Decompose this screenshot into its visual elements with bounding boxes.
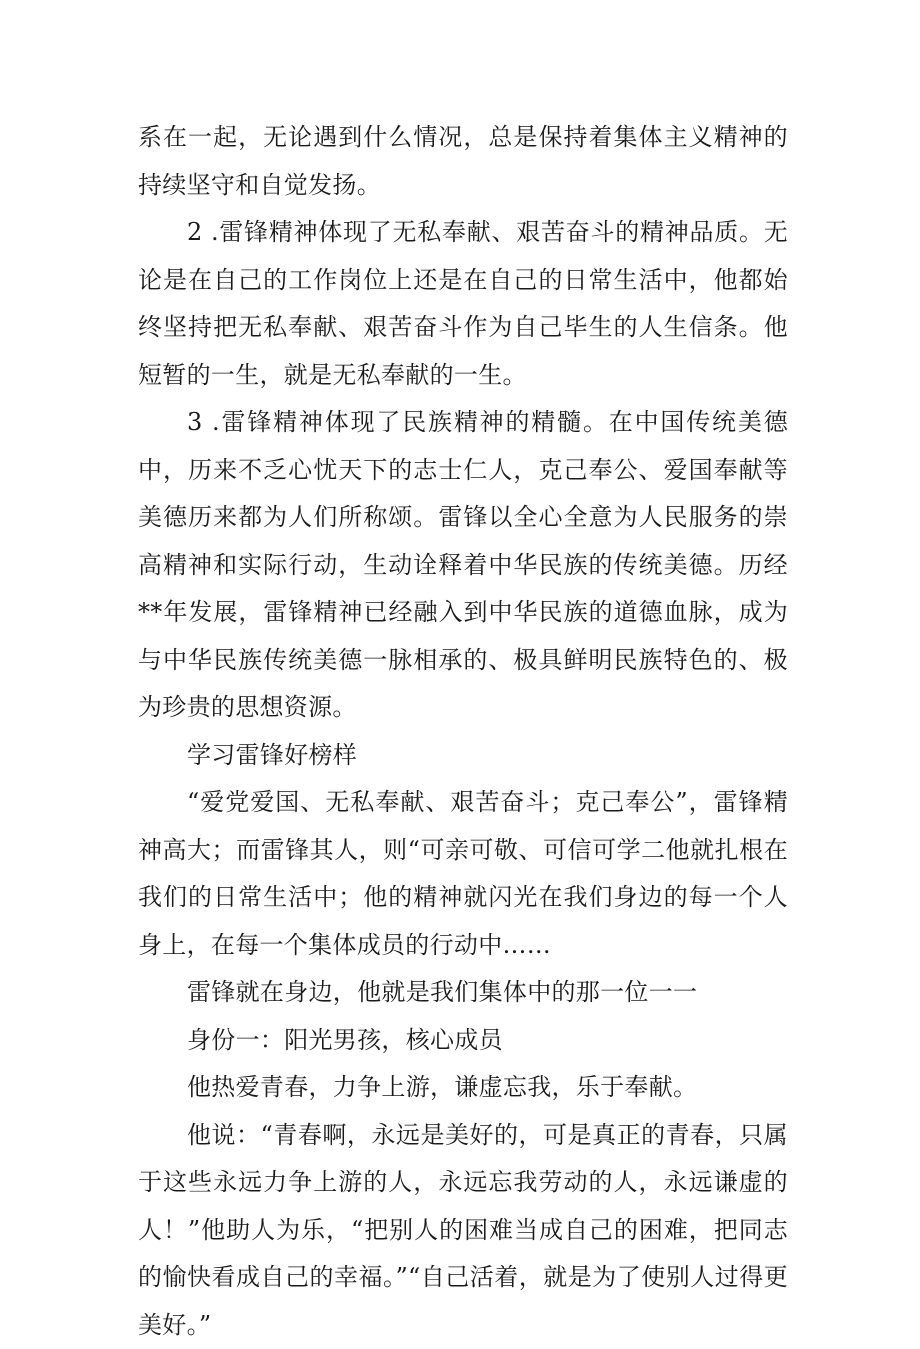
paragraph-point-3: 3 .雷锋精神体现了民族精神的精髓。在中国传统美德中，历来不乏心忧天下的志士仁人，克己奉公、爱国奉献等美德历来都为人们所称颂。雷锋以全心全意为人民服务的崇高精神和实际行动，生动诠释着中华民族的传统美德。历经**年发展，雷锋精神已经融入到中华民族的道德血脉，成为与中华民族传统美德一脉相承的、极具鲜明民族特色的、极为珍贵的思想资源。	[138, 399, 788, 732]
paragraph-quote: “爱党爱国、无私奉献、艰苦奋斗；克己奉公”，雷锋精神高大；而雷锋其人，则“可亲可敬、可信可学二他就扎根在我们的日常生活中；他的精神就闪光在我们身边的每一个人身上，在每一个集体成员的行动中……	[138, 779, 788, 969]
paragraph-intro: 雷锋就在身边，他就是我们集体中的那一位一一	[138, 969, 788, 1017]
section-heading: 学习雷锋好榜样	[138, 732, 788, 780]
paragraph-traits: 他热爱青春，力争上游，谦虚忘我，乐于奉献。	[138, 1064, 788, 1112]
paragraph-identity: 身份一：阳光男孩，核心成员	[138, 1017, 788, 1065]
document-page	[138, 114, 788, 1349]
paragraph-point-2: 2 .雷锋精神体现了无私奉献、艰苦奋斗的精神品质。无论是在自己的工作岗位上还是在自己的日常生活中，他都始终坚持把无私奉献、艰苦奋斗作为自己毕生的人生信条。他短暂的一生，就是无私奉献的一生。	[138, 209, 788, 399]
paragraph-sayings: 他说：“青春啊，永远是美好的，可是真正的青春，只属于这些永远力争上游的人，永远忘我劳动的人，永远谦虚的人！”他助人为乐，“把别人的困难当成自己的困难，把同志的愉快看成自己的幸福。”“自己活着，就是为了使别人过得更美好。”	[138, 1112, 788, 1349]
paragraph-continuation: 系在一起，无论遇到什么情况，总是保持着集体主义精神的持续坚守和自觉发扬。	[138, 114, 788, 209]
